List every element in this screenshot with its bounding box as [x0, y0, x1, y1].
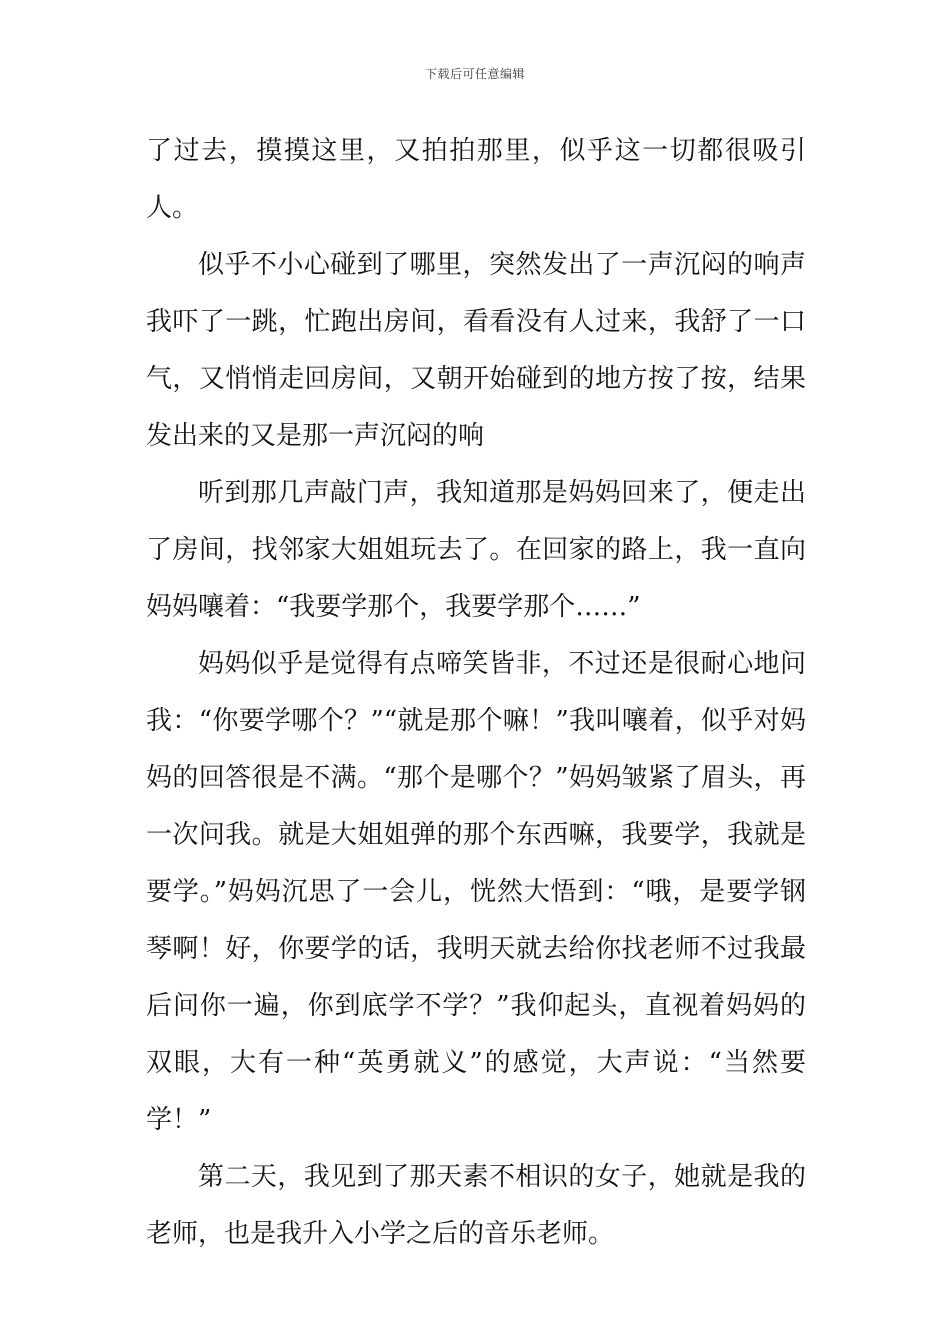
page-header: 下载后可任意编辑: [424, 67, 525, 81]
paragraph-4: 妈妈似乎是觉得有点啼笑皆非，不过还是很耐心地问我：“你要学哪个？”“就是那个嘛！”我叫嚷着，似乎对妈妈的回答很是不满。“那个是哪个？”妈妈皱紧了眉头，再一次问我。就是大姐姐弹的那个东西嘛，我要学，我就是要学。”妈妈沉思了一会儿，恍然大悟到：“哦，是要学钢琴啊！好，你要学的话，我明天就去给你找老师不过我最后问你一遍，你到底学不学？”我仰起头，直视着妈妈的双眼，大有一种“英勇就义”的感觉，大声说：“当然要学！”: [146, 649, 806, 1135]
paragraph-3: 听到那几声敲门声，我知道那是妈妈回来了，便走出了房间，找邻家大姐姐玩去了。在回家的路上，我一直向妈妈嚷着：“我要学那个，我要学那个……”: [146, 478, 806, 622]
paragraph-5: 第二天，我见到了那天素不相识的女子，她就是我的老师，也是我升入小学之后的音乐老师。: [146, 1162, 806, 1249]
article-body: [146, 123, 806, 1263]
paragraph-2: 似乎不小心碰到了哪里，突然发出了一声沉闷的响声我吓了一跳，忙跑出房间，看看没有人过来，我舒了一口气，又悄悄走回房间，又朝开始碰到的地方按了按，结果发出来的又是那一声沉闷的响: [146, 250, 806, 451]
paragraph-1: 了过去，摸摸这里，又拍拍那里，似乎这一切都很吸引人。: [146, 136, 806, 223]
